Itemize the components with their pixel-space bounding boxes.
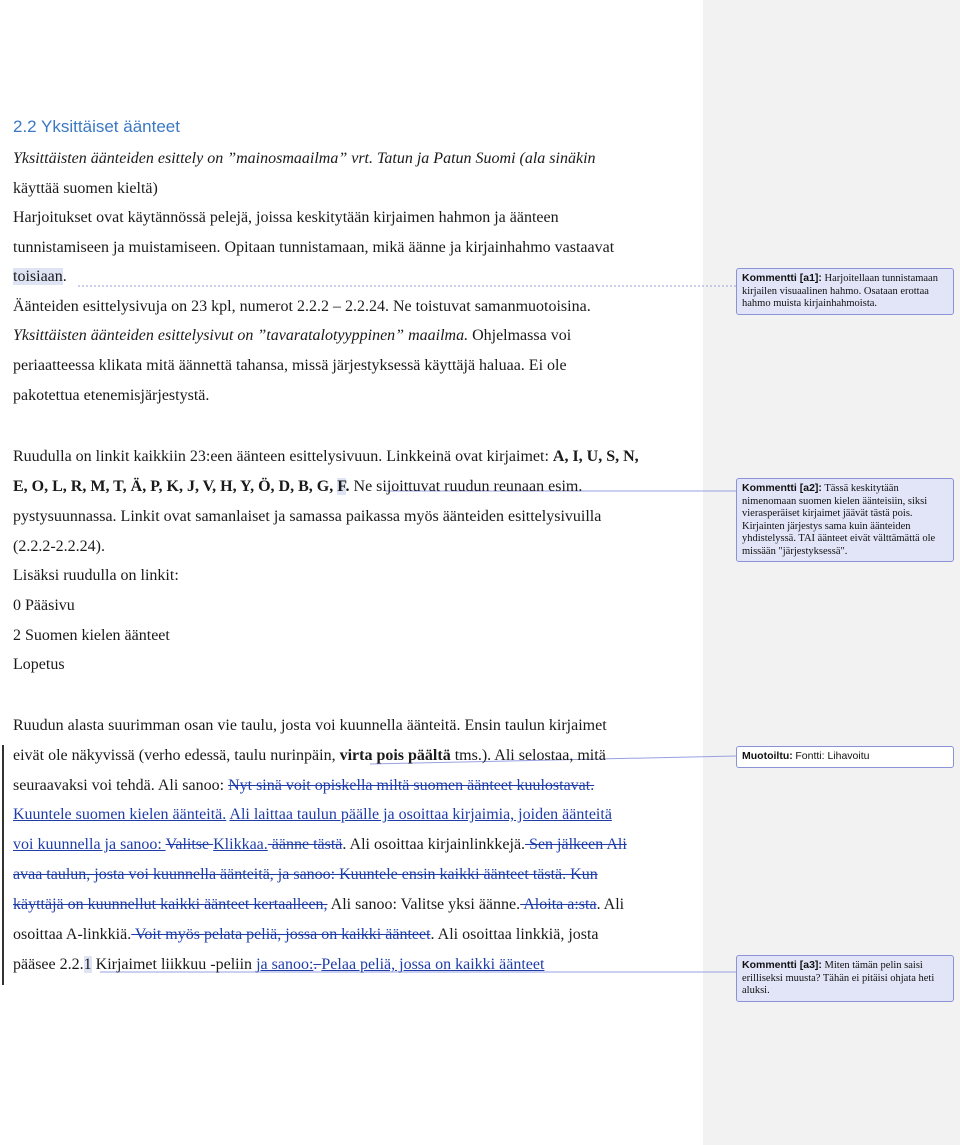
comment-text: Tässä keskitytään nimenomaan suomen kielen äänteisiin, siksi vierasperäiset kirjaimet jäävät tästä pois. Kirjainten järjestys sama kuin äänteiden yhdistelyssä. TAI äänteet eivät välttämättä ole missään "järjestyksessä". [742, 483, 936, 557]
deleted-text: . [313, 956, 322, 973]
comment-balloon-a3[interactable] [736, 955, 954, 1002]
comment-anchor-a1[interactable]: toisiaan [13, 268, 63, 285]
text-line [13, 477, 582, 497]
text-line [13, 895, 624, 915]
comment-tag: Kommentti [a1]: [742, 272, 822, 284]
text-line [13, 267, 67, 287]
text-line [13, 447, 639, 467]
text-line [13, 925, 599, 945]
text-line [13, 238, 614, 258]
deleted-text: äänne tästä [267, 836, 343, 853]
text-span: pääsee 2.2. [13, 956, 84, 973]
inserted-text: Klikkaa. [213, 836, 268, 853]
text-line: pakotettua etenemisjärjestystä. [13, 387, 210, 404]
text-line [13, 746, 606, 766]
text-span: Opitaan tunnistamaan, mikä äänne ja kirjainhahmo vastaavat [220, 239, 615, 256]
text-line: periaatteessa klikata mitä äännettä tahansa, missä järjestyksessä käyttäjä haluaa. Ei ole [13, 357, 567, 374]
text-line [13, 776, 594, 796]
comment-text: Miten tämän pelin saisi erilliseksi muusta? Tähän ei pitäisi ohjata heti aluksi. [742, 960, 935, 996]
text-line [13, 805, 612, 825]
text-line: käyttää suomen kieltä) [13, 180, 158, 197]
text-line: 2 Suomen kielen äänteet [13, 627, 170, 644]
text-line [13, 326, 571, 346]
text-span: . [62, 268, 67, 285]
text-line: Ruudun alasta suurimman osan vie taulu, josta voi kuunnella äänteitä. Ensin taulun kirjaimet [13, 717, 607, 734]
text-line: (2.2.2-2.2.24). [13, 538, 105, 555]
text-span: tunnistamiseen ja muistamiseen. [13, 239, 221, 256]
format-balloon[interactable] [736, 746, 954, 768]
text-span: . [345, 478, 350, 495]
comment-text: Harjoitellaan tunnistamaan kirjailen visuaalinen hahmo. Osataan erottaa hahmo muista kirjainhahmoista. [742, 273, 938, 309]
section-heading: 2.2 Yksittäiset äänteet [13, 117, 180, 136]
comment-anchor-a3[interactable]: 1 [83, 956, 92, 973]
text-span: seuraavaksi voi tehdä. Ali sanoo: [13, 777, 229, 794]
change-bar [2, 745, 4, 985]
comment-anchor-a2[interactable]: F [337, 478, 346, 495]
inserted-text: ja sanoo: [256, 956, 314, 973]
text-line: Äänteiden esittelysivuja on 23 kpl, numerot 2.2.2 – 2.2.24. Ne toistuvat samanmuotoisina. [13, 298, 591, 315]
deleted-text: Voit myös pelata peliä, jossa on kaikki äänteet [131, 926, 431, 943]
deleted-text-line: avaa taulun, josta voi kuunnella äänteitä, ja sanoo: Kuuntele ensin kaikki äänteet tästä. Kun [13, 866, 598, 883]
inserted-text: Ali laittaa taulun päälle ja osoittaa kirjaimia, joiden äänteitä [229, 806, 612, 823]
text-line: Harjoitukset ovat käytännössä pelejä, joissa keskitytään kirjaimen hahmon ja äänteen [13, 209, 559, 226]
text-line: Yksittäisten äänteiden esittely on ”mainosmaailma” vrt. Tatun ja Patun Suomi (ala sinäkin [13, 150, 596, 167]
comment-tag: Kommentti [a3]: [742, 959, 822, 971]
text-span: Ali sanoo: Valitse yksi äänne. [327, 896, 521, 913]
deleted-text: Aloita a:sta [520, 896, 597, 913]
text-span: Yksittäisten äänteiden esittelysivut on ”tavaratalotyyppinen” maailma. [13, 327, 469, 344]
comment-balloon-a1[interactable] [736, 268, 954, 315]
formatted-bold-text: virta pois päältä [339, 747, 451, 764]
format-text: Fontti: Lihavoitu [795, 750, 870, 762]
comment-tag: Kommentti [a2]: [742, 482, 822, 494]
inserted-text: Pelaa peliä, jossa on kaikki äänteet [321, 956, 545, 973]
text-span: Ne sijoittuvat ruudun reunaan esim. [349, 478, 583, 495]
text-span: Ruudulla on linkit kaikkiin 23:een äänteen esittelysivuun. Linkkeinä ovat kirjaimet: [13, 448, 553, 465]
bold-letter-list: A, I, U, S, N, [552, 448, 639, 465]
text-span: osoittaa A-linkkiä. [13, 926, 132, 943]
format-tag: Muotoiltu: [742, 750, 793, 762]
text-span: . Ali [596, 896, 625, 913]
comment-balloon-a2[interactable] [736, 478, 954, 562]
text-span: Ohjelmassa voi [468, 327, 572, 344]
bold-letter-list: E, O, L, R, M, T, Ä, P, K, J, V, H, Y, Ö, D, B, G, [13, 478, 338, 495]
deleted-text: Nyt sinä voit opiskella miltä suomen äänteet kuulostavat. [228, 777, 595, 794]
inserted-text: Kuuntele suomen kielen äänteitä. [13, 806, 227, 823]
deleted-text: Sen jälkeen Ali [525, 836, 627, 853]
text-line [13, 955, 544, 975]
text-span: Kirjaimet liikkuu -peliin [91, 956, 257, 973]
text-line [13, 835, 627, 855]
text-span: . Ali osoittaa linkkiä, josta [430, 926, 599, 943]
text-line: 0 Pääsivu [13, 597, 75, 614]
inserted-text: voi kuunnella ja sanoo: [13, 836, 166, 853]
text-span: eivät ole näkyvissä (verho edessä, taulu nurinpäin, [13, 747, 340, 764]
text-span: . Ali osoittaa kirjainlinkkejä. [342, 836, 526, 853]
text-span: tms.). Ali selostaa, mitä [450, 747, 606, 764]
text-line: Lisäksi ruudulla on linkit: [13, 567, 179, 584]
text-line: pystysuunnassa. Linkit ovat samanlaiset ja samassa paikassa myös äänteiden esittelysivuilla [13, 508, 602, 525]
text-line: Lopetus [13, 656, 65, 673]
deleted-text: käyttäjä on kuunnellut kaikki äänteet kertaalleen, [13, 896, 328, 913]
deleted-text: Valitse [165, 836, 214, 853]
